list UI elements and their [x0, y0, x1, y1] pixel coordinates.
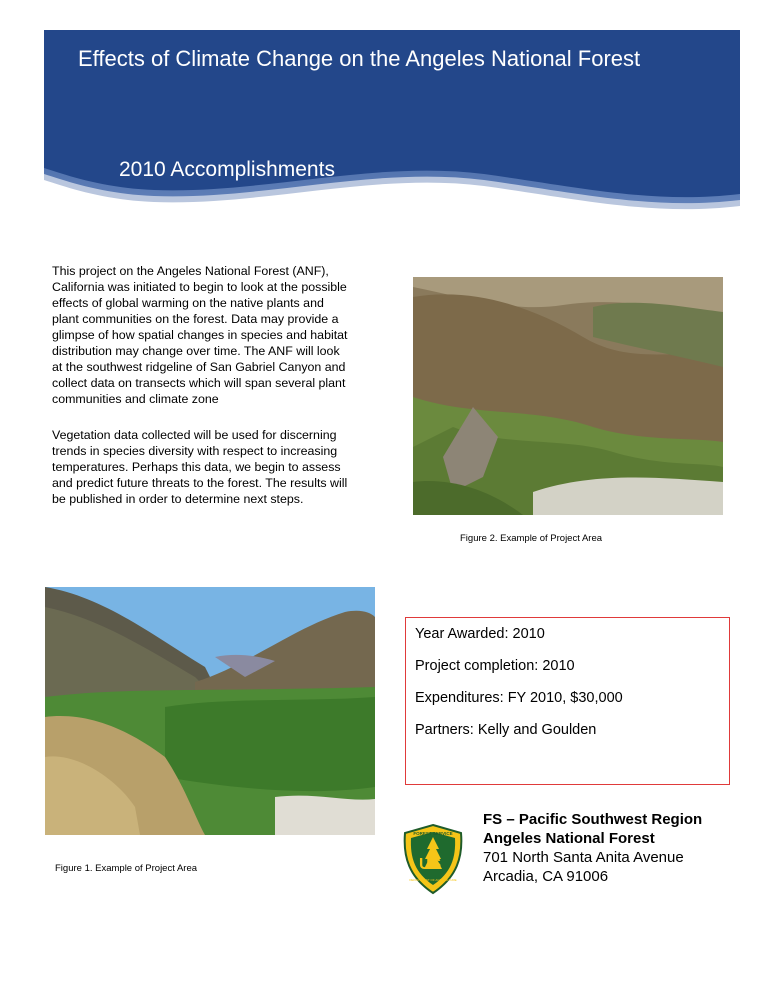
header-banner — [44, 30, 740, 220]
logo-letter-u: US — [419, 856, 442, 873]
vegetation-paragraph: Vegetation data collected will be used for discerning trends in species diversity with respect to increasing temperatures. Perhaps this data, we begin to assess and predict future threats to the forest. The results will be published in order to determine next steps. — [52, 428, 348, 506]
year-awarded-text: Year Awarded: 2010 — [415, 626, 545, 642]
figure-2-caption: Figure 2. Example of Project Area — [460, 533, 603, 544]
figure-2-photo — [413, 277, 723, 515]
forest-service-shield-icon — [401, 823, 465, 895]
contact-block — [483, 810, 702, 886]
logo-ring-text: FOREST SERVICE — [413, 831, 453, 836]
forest-name: Angeles National Forest — [483, 830, 655, 847]
partners-text: Partners: Kelly and Goulden — [415, 722, 597, 738]
figure-1-caption: Figure 1. Example of Project Area — [55, 863, 198, 874]
project-completion-text: Project completion: 2010 — [415, 658, 575, 674]
figure-1-photo — [45, 587, 375, 835]
intro-paragraph: This project on the Angeles National Forest (ANF), California was initiated to begin to look at the possible effects of global warming on the native plants and plant communities on the forest. Data may provide a glimpse of how spatial changes in species and habitat distribution may change over time. The ANF will look at the southwest ridgeline of San Gabriel Canyon and collect data on transects which will span several plant communities and climate zone — [52, 264, 348, 406]
page-subtitle: 2010 Accomplishments — [119, 158, 335, 181]
page-title: Effects of Climate Change on the Angeles National Forest — [78, 46, 641, 71]
city-address: Arcadia, CA 91006 — [483, 868, 609, 885]
project-info-box — [405, 617, 730, 785]
expenditures-text: Expenditures: FY 2010, $30,000 — [415, 690, 623, 706]
region-name: FS – Pacific Southwest Region — [483, 811, 703, 828]
logo-bottom-text: DEPARTMENT OF AGRICULTURE — [409, 878, 457, 882]
street-address: 701 North Santa Anita Avenue — [483, 849, 684, 866]
